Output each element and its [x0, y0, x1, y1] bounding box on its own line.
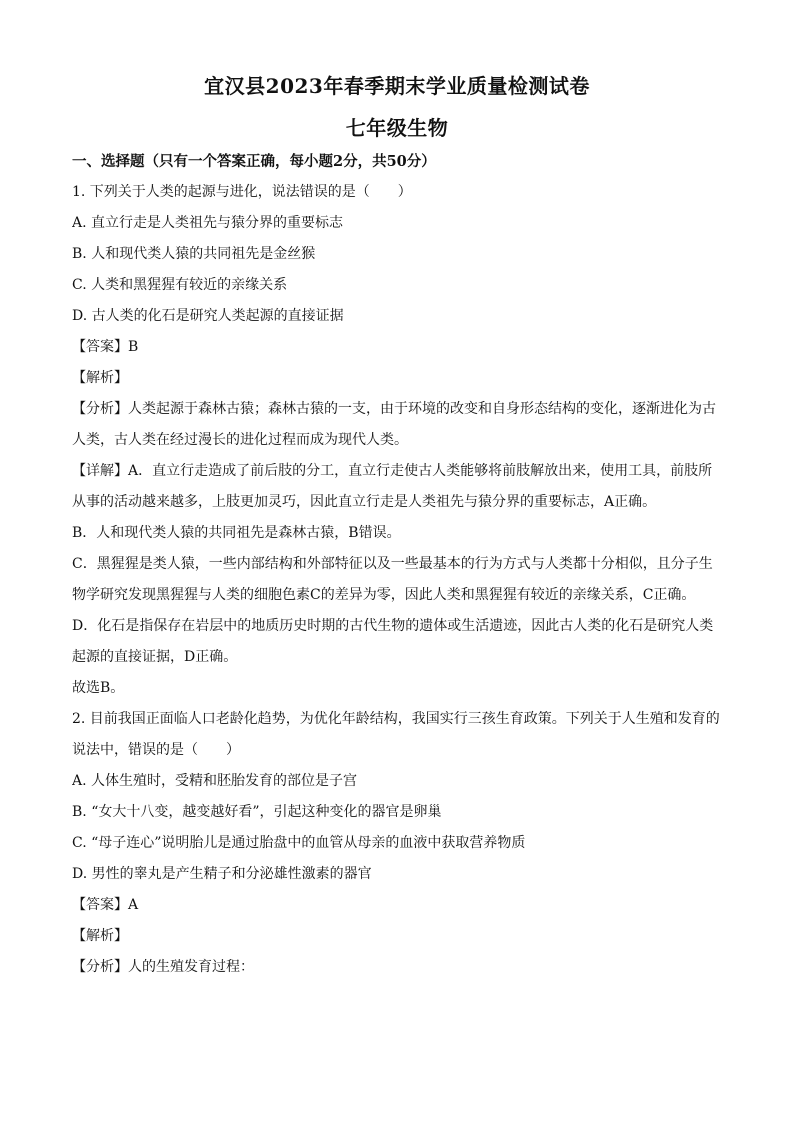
question-1-detail-line: D．化石是指保存在岩层中的地质历史时期的古代生物的遗体或生活遗迹，因此古人类的化石是研究人类: [72, 618, 714, 634]
question-2-stem: 2. 目前我国正面临人口老龄化趋势，为优化年龄结构，我国实行三孩生育政策。下列关于人生殖和发育的: [72, 711, 720, 727]
question-1-option-c: C. 人类和黑猩猩有较近的亲缘关系: [72, 277, 288, 293]
document-body: [72, 146, 722, 983]
question-1-stem: 1. 下列关于人类的起源与进化，说法错误的是（ ）: [72, 184, 412, 200]
question-2-option-a: A. 人体生殖时，受精和胚胎发育的部位是子宫: [72, 773, 358, 789]
question-1-answer: 【答案】B: [72, 339, 139, 355]
question-2-option-b: B. “女大十八变，越变越好看”，引起这种变化的器官是卵巢: [72, 804, 442, 820]
question-2-answer: 【答案】A: [72, 897, 139, 913]
exam-title: 宜汉县2023年春季期末学业质量检测试卷: [204, 74, 590, 98]
question-2-option-d: D. 男性的睾丸是产生精子和分泌雄性激素的器官: [72, 866, 372, 882]
section-heading: 一、选择题（只有一个答案正确，每小题2分，共50分）: [72, 153, 436, 170]
question-1-detail-line: 物学研究发现黑猩猩与人类的细胞色素C的差异为零，因此人类和黑猩猩有较近的亲缘关系，C正确。: [72, 587, 696, 603]
exam-subtitle: 七年级生物: [345, 116, 449, 140]
question-2-analysis-line: 【分析】人的生殖发育过程：: [72, 959, 254, 975]
question-1-option-a: A. 直立行走是人类祖先与猿分界的重要标志: [72, 215, 344, 231]
question-1-option-d: D. 古人类的化石是研究人类起源的直接证据: [72, 308, 344, 324]
question-1-detail-line: 起源的直接证据，D正确。: [72, 649, 238, 665]
question-1-analysis-line: 【分析】人类起源于森林古猿；森林古猿的一支，由于环境的改变和自身形态结构的变化，逐渐进化为古: [72, 401, 716, 417]
question-1-option-b: B. 人和现代类人猿的共同祖先是金丝猴: [72, 246, 316, 262]
question-1-conclusion: 故选B。: [72, 680, 125, 696]
question-2-option-c: C. “母子连心”说明胎儿是通过胎盘中的血管从母亲的血液中获取营养物质: [72, 835, 526, 851]
question-2-stem-cont: 说法中，错误的是（ ）: [72, 742, 240, 758]
question-1-analysis-label: 【解析】: [72, 370, 128, 386]
question-1-detail-line: C．黑猩猩是类人猿，一些内部结构和外部特征以及一些最基本的行为方式与人类都十分相似，且分子生: [72, 556, 713, 572]
question-1-detail-line: 【详解】A．直立行走造成了前后肢的分工，直立行走使古人类能够将前肢解放出来，使用工具，前肢所: [72, 463, 713, 479]
question-1-detail-line: 从事的活动越来越多，上肢更加灵巧，因此直立行走是人类祖先与猿分界的重要标志，A正确。: [72, 494, 657, 510]
question-1-analysis-line: 人类，古人类在经过漫长的进化过程而成为现代人类。: [72, 432, 408, 448]
question-1-detail-line: B．人和现代类人猿的共同祖先是森林古猿，B错误。: [72, 525, 401, 541]
question-2-analysis-label: 【解析】: [72, 928, 128, 944]
